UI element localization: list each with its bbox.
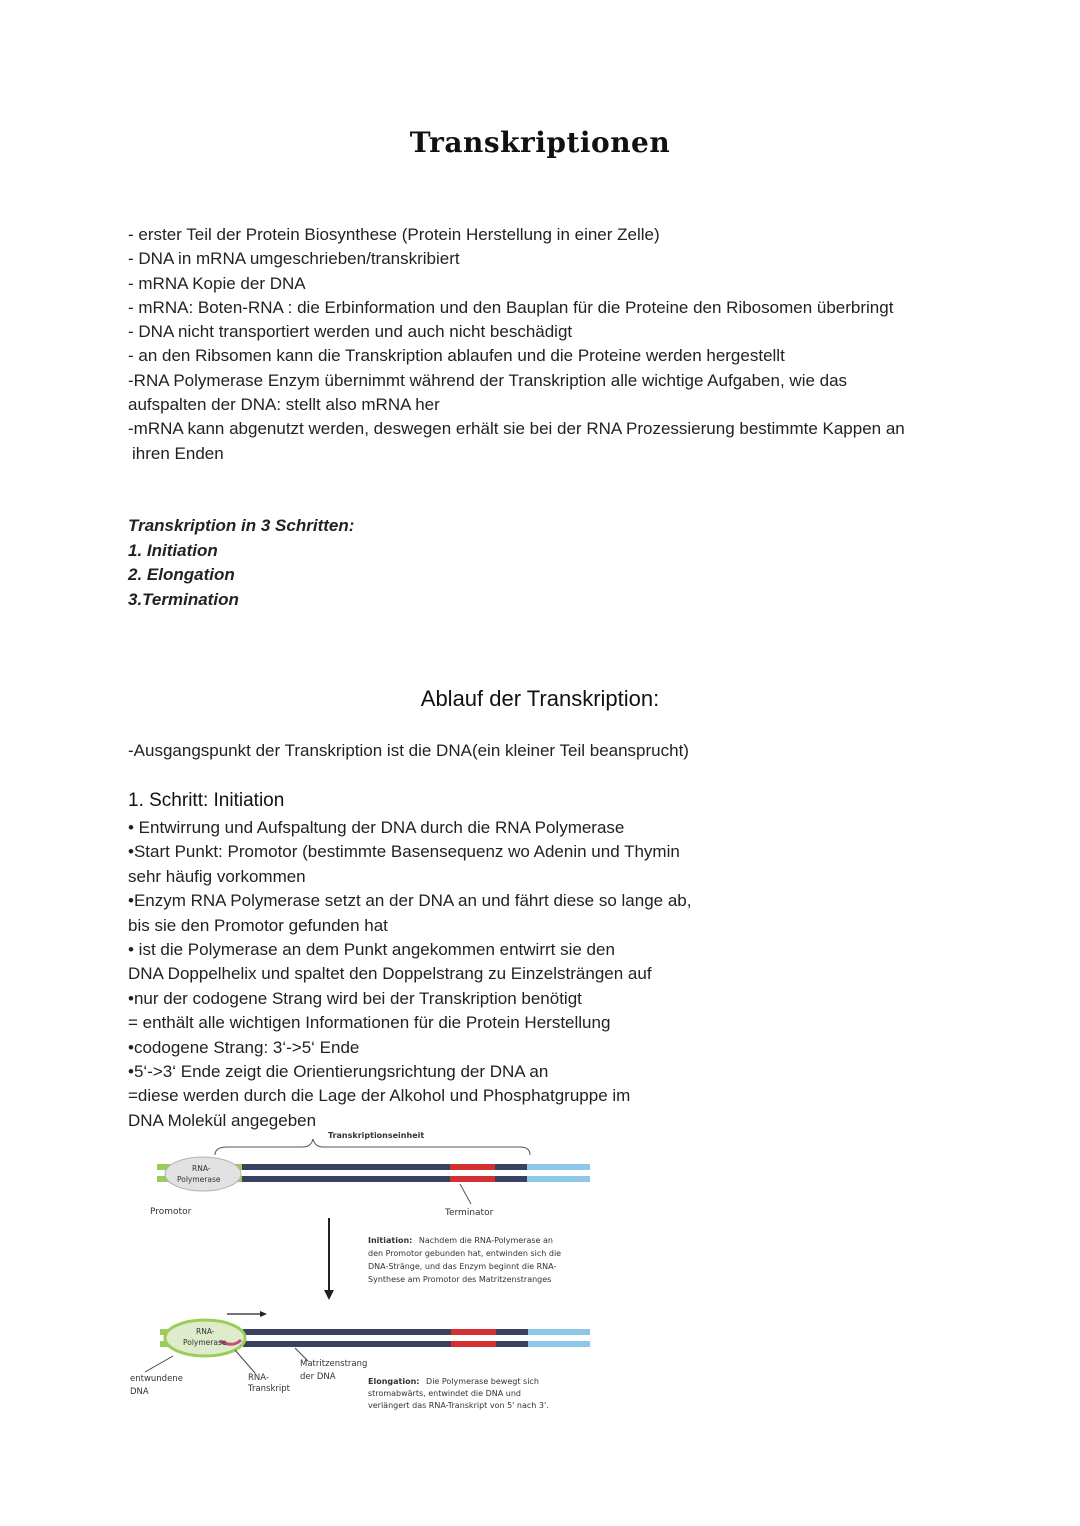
elongation-text-line: verlängert das RNA-Transkript von 5' nach 3'. — [368, 1401, 549, 1410]
unwound-label: DNA — [130, 1387, 149, 1397]
dna-strand — [495, 1164, 527, 1170]
step1-line: • ist die Polymerase an dem Punkt angekommen entwirrt sie den — [128, 940, 615, 960]
terminator-pointer — [460, 1184, 471, 1204]
intro-list — [128, 223, 968, 466]
elongation-caption — [368, 1377, 539, 1386]
intro-line: -RNA Polymerase Enzym übernimmt während der Transkription alle wichtige Aufgaben, wie das — [128, 370, 848, 390]
rna-polymerase-label: RNA- — [196, 1327, 215, 1336]
intro-line: ihren Enden — [132, 443, 224, 463]
initiation-text-line: Synthese am Promotor des Matritzenstranges — [368, 1275, 552, 1284]
step1-line: = enthält alle wichtigen Informationen für die Protein Herstellung — [128, 1013, 611, 1033]
unit-label: Transkriptionseinheit — [328, 1131, 425, 1140]
transcript-label: Transkript — [248, 1384, 290, 1394]
downstream-strand — [528, 1341, 590, 1347]
page-title: Transkriptionen — [409, 126, 671, 159]
intro-line: - DNA nicht transportiert werden und auch nicht beschädigt — [128, 322, 573, 342]
diagram-svg — [125, 1128, 600, 1418]
steps-heading: Transkription in 3 Schritten: — [128, 516, 355, 535]
rna-polymerase-shape — [165, 1157, 241, 1191]
terminator-segment — [450, 1176, 495, 1182]
initiation-text-line: DNA-Stränge, und das Enzym beginnt die RNA- — [368, 1262, 557, 1271]
step1-line: DNA Doppelhelix und spaltet den Doppelstrang zu Einzelsträngen auf — [128, 964, 652, 984]
initiation-text-line: den Promotor gebunden hat, entwinden sich die — [368, 1249, 562, 1258]
terminator-segment — [450, 1164, 495, 1170]
dna-strand — [495, 1176, 527, 1182]
terminator-segment — [451, 1329, 496, 1335]
section-heading: Ablauf der Transkription: — [420, 686, 660, 711]
step1-line: DNA Molekül angegeben — [128, 1110, 317, 1130]
direction-arrow-head — [260, 1311, 267, 1317]
matrix-label: der DNA — [300, 1372, 336, 1382]
rna-polymerase-label: Polymerase — [177, 1175, 221, 1184]
unit-brace — [215, 1139, 530, 1155]
step1-line: •Start Punkt: Promotor (bestimmte Basensequenz wo Adenin und Thymin — [128, 842, 680, 862]
transcript-label: RNA- — [248, 1373, 269, 1383]
step-item: 2. Elongation — [128, 565, 235, 584]
dna-strand — [243, 1329, 451, 1335]
dna-strand — [242, 1176, 450, 1182]
intro-line: - DNA in mRNA umgeschrieben/transkribiert — [128, 249, 460, 269]
unwound-label: entwundene — [130, 1374, 183, 1384]
elongation-text-line: stromabwärts, entwindet die DNA und — [368, 1389, 521, 1398]
step1-line: •Enzym RNA Polymerase setzt an der DNA an und fährt diese so lange ab, — [128, 891, 692, 911]
intro-line: - erster Teil der Protein Biosynthese (Protein Herstellung in einer Zelle) — [128, 225, 660, 244]
down-arrow-head — [324, 1290, 334, 1300]
dna-strand — [496, 1329, 528, 1335]
downstream-strand — [528, 1329, 590, 1335]
initiation-title: Initiation: — [368, 1236, 413, 1245]
step1-line: •5‘->3‘ Ende zeigt die Orientierungsrichtung der DNA an — [128, 1062, 549, 1082]
step1-list — [128, 816, 691, 1133]
step1-line: • Entwirrung und Aufspaltung der DNA durch die RNA Polymerase — [128, 818, 625, 837]
rna-polymerase-label: RNA- — [192, 1164, 211, 1173]
step1-line: =diese werden durch die Lage der Alkohol und Phosphatgruppe im — [128, 1086, 631, 1106]
step-item: 3.Termination — [128, 589, 239, 609]
step1-line: •nur der codogene Strang wird bei der Transkription benötigt — [128, 988, 582, 1008]
transcription-diagram — [125, 1128, 600, 1418]
step1-line: •codogene Strang: 3‘->5‘ Ende — [128, 1037, 360, 1057]
rna-polymerase-label: Polymerase — [183, 1338, 227, 1347]
initiation-text-line: Nachdem die RNA-Polymerase an — [418, 1236, 553, 1245]
terminator-segment — [451, 1341, 496, 1347]
downstream-strand — [527, 1176, 590, 1182]
dna-strand — [243, 1341, 451, 1347]
transcript-pointer — [235, 1350, 255, 1373]
downstream-strand — [527, 1164, 590, 1170]
dna-top — [157, 1157, 590, 1191]
intro-line: - an den Ribsomen kann die Transkription ablaufen und die Proteine werden hergestellt — [128, 346, 785, 366]
steps-list — [128, 514, 354, 612]
intro-line: aufspalten der DNA: stellt also mRNA her — [128, 395, 440, 415]
step1-line: sehr häufig vorkommen — [128, 866, 306, 886]
dna-strand — [242, 1164, 450, 1170]
initiation-caption — [368, 1236, 553, 1245]
terminator-label: Terminator — [445, 1208, 494, 1218]
elongation-text-line: Die Polymerase bewegt sich — [426, 1377, 539, 1386]
unwound-pointer — [145, 1356, 173, 1372]
dna-strand — [496, 1341, 528, 1347]
intro-line: - mRNA: Boten-RNA : die Erbinformation und den Bauplan für die Proteine den Ribosomen überbringt — [128, 297, 894, 317]
elongation-title: Elongation: — [368, 1377, 420, 1386]
step-item: 1. Initiation — [128, 540, 218, 560]
promotor-label: Promotor — [150, 1207, 192, 1217]
intro-line: -mRNA kann abgenutzt werden, deswegen erhält sie bei der RNA Prozessierung bestimmte Kappen an — [128, 419, 905, 439]
section-intro: -Ausgangspunkt der Transkription ist die DNA(ein kleiner Teil beansprucht) — [128, 741, 689, 760]
step1-line: bis sie den Promotor gefunden hat — [128, 915, 388, 935]
intro-line: - mRNA Kopie der DNA — [128, 273, 306, 293]
matrix-label: Matritzenstrang — [300, 1359, 368, 1369]
step1-heading: 1. Schritt: Initiation — [128, 790, 285, 811]
dna-bottom — [160, 1311, 590, 1356]
